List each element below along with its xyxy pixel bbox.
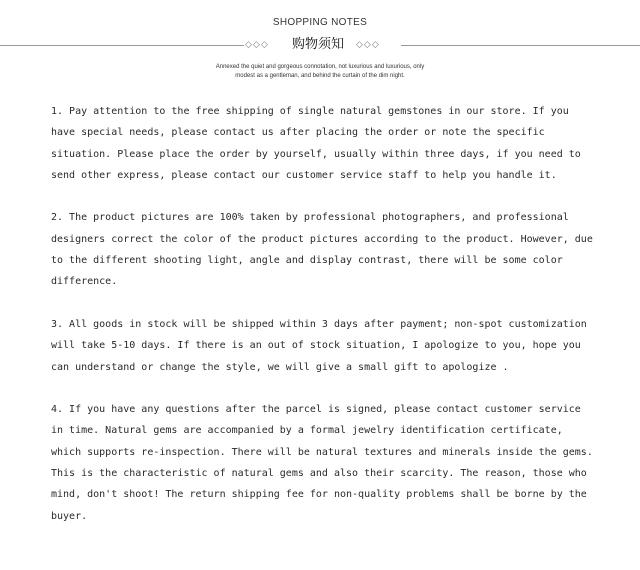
note-item-2: 2. The product pictures are 100% taken by professional photographers, and professional designers correct the color of the product pictures according to the product. However, due to the different shooting light, angle and display contrast, there will be some color difference. bbox=[51, 212, 593, 288]
note-item-3: 3. All goods in stock will be shipped within 3 days after payment; non-spot customization will take 5-10 days. If there is an out of stock situation, I apologize to you, hope you can understand or change the style, we will give a small gift to apologize . bbox=[51, 318, 587, 373]
divider-right bbox=[401, 45, 640, 46]
note-item-1: 1. Pay attention to the free shipping of single natural gemstones in our store. If you have special needs, please contact us after placing the order or note the specific situation. Please place the order by yourself, usually within three days, if you need to send other express, please contact our customer service staff to help you handle it. bbox=[51, 106, 581, 181]
diamond-ornament-right-icon: ◇◇◇ bbox=[356, 40, 380, 50]
section-title-chinese: 购物须知 bbox=[291, 37, 344, 52]
diamond-ornament-left-icon: ◇◇◇ bbox=[245, 40, 269, 50]
section-title-english: SHOPPING NOTES bbox=[272, 17, 368, 28]
tagline-line-1: Annexed the quiet and gorgeous connotation, not luxurious and luxurious, only bbox=[215, 64, 425, 70]
shopping-notes-list bbox=[51, 101, 596, 548]
divider-left bbox=[0, 45, 244, 46]
note-item-4: 4. If you have any questions after the parcel is signed, please contact customer service in time. Natural gems are accompanied by a formal jewelry identification certificate, which supports re-inspection. There will be natural textures and minerals inside the gems. This is the characteristic of natural gems and also their scarcity. The reason, those who mind, don't shoot! The return shipping fee for non-quality problems shall be borne by the buyer. bbox=[51, 404, 593, 522]
tagline bbox=[120, 63, 520, 81]
tagline-line-2: modest as a gentleman, and behind the curtain of the dim night. bbox=[235, 73, 405, 79]
